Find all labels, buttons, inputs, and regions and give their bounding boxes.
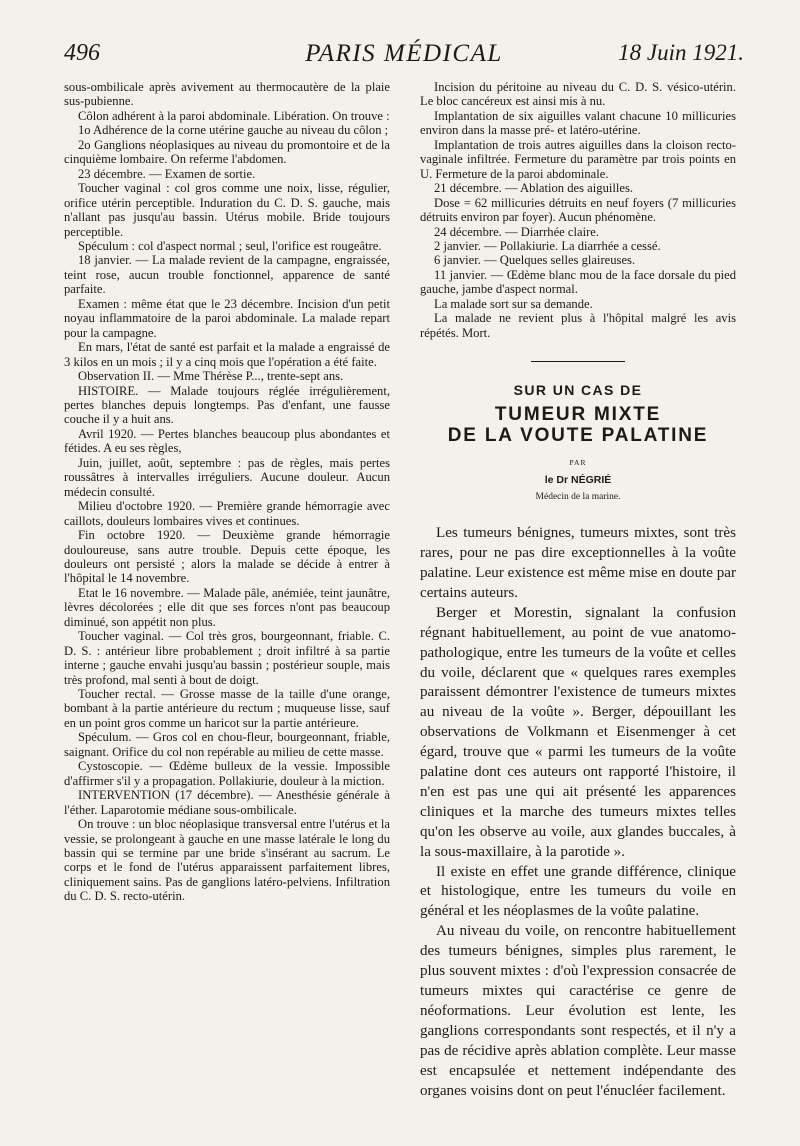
- right-column: [420, 80, 736, 1101]
- issue-date: 18 Juin 1921.: [618, 40, 744, 65]
- byline-par: PAR: [569, 458, 587, 468]
- case-paragraph: Examen : même état que le 23 décembre. Incision d'un petit noyau inflammatoire de la paroi abdominale. La malade repart pour la campagne.: [64, 296, 390, 340]
- article-paragraph: Les tumeurs bénignes, tumeurs mixtes, sont très rares, pour ne pas dire exceptionnelles à la voûte palatine. Leur existence est même mise en doute par certains auteurs.: [420, 525, 736, 601]
- article-paragraph: Il existe en effet une grande différence, clinique et histologique, entre les tumeurs du voile en général et les néoplasmes de la voûte palatine.: [420, 863, 736, 920]
- observation-heading: Observation II. — Mme Thérèse P..., trente-sept ans.: [78, 369, 344, 384]
- case-paragraph: Fin octobre 1920. — Deuxième grande hémorragie douloureuse, sans autre trouble. Depuis cette époque, les douleurs ont persisté ; alors la malade se décide à entrer à l'hôpital le 14 novembre.: [64, 528, 390, 586]
- case-paragraph: Cystoscopie. — Œdème bulleux de la vessie. Impossible d'affirmer s'il y a propagation. Pollakiurie, douleur à la miction.: [64, 759, 390, 788]
- section-divider: [531, 361, 625, 362]
- case-paragraph: 6 janvier. — Quelques selles glaireuses.: [434, 253, 636, 268]
- page-number: 496: [64, 40, 100, 66]
- case-paragraph: On trouve : un bloc néoplasique transversal entre l'utérus et la vessie, se prolongeant à gauche en une masse latérale le long du bassin qui se termine par une bride s'insérant au sacrum. Le corps et le fond de l'utérus apparaissent parfaitement libres, cliniquement sains. Pas de ganglions latéro-pelviens. Infiltration du C. D. S. recto-utérin.: [64, 817, 390, 904]
- case-paragraph: 18 janvier. — La malade revient de la campagne, engraissée, teint rose, aucun trouble fonctionnel, apparence de santé parfaite.: [64, 253, 390, 297]
- case-paragraph: 23 décembre. — Examen de sortie.: [78, 166, 256, 181]
- article-paragraph: Au niveau du voile, on rencontre habituellement des tumeurs bénignes, simples plus rarement, le plus souvent mixtes : d'où l'expression consacrée de tumeurs mixtes qui caractérise ce genre de néoformations. Leur évolution est lente, les ganglions correspondants sont respectés, et il n'y a pas de récidive après ablation complète. Leur masse est encapsulée et nettement indépendante des organes voisins dont on peut l'énucléer facilement.: [420, 923, 736, 1099]
- case-paragraph: Spéculum. — Gros col en chou-fleur, bourgeonnant, friable, saignant. Orifice du col non repérable au milieu de cette masse.: [64, 730, 390, 759]
- case-paragraph: Avril 1920. — Pertes blanches beaucoup plus abondantes et fétides. A eu ses règles,: [64, 426, 390, 456]
- case-paragraph: 2o Ganglions néoplasiques au niveau du promontoire et de la cinquième lombaire. On referme l'abdomen.: [64, 137, 390, 167]
- case-paragraph: En mars, l'état de santé est parfait et la malade a engraissé de 3 kilos en un mois ; il y a cinq mois que l'opération a été faite.: [64, 340, 390, 369]
- case-paragraph: INTERVENTION (17 décembre). — Anesthésie générale à l'éther. Laparotomie médiane sous-ombilicale.: [64, 788, 390, 817]
- case-paragraph: 21 décembre. — Ablation des aiguilles.: [434, 181, 634, 196]
- article-body: [420, 524, 736, 1101]
- case-paragraph: La malade ne revient plus à l'hôpital malgré les avis répétés. Mort.: [420, 311, 736, 340]
- case-paragraph: Incision du péritoine au niveau du C. D. S. vésico-utérin. Le bloc cancéreux est ainsi mis à nu.: [420, 80, 736, 109]
- case-paragraph: Côlon adhérent à la paroi abdominale. Libération. On trouve :: [78, 108, 390, 123]
- case-paragraph: 11 janvier. — Œdème blanc mou de la face dorsale du pied gauche, jambe d'aspect normal.: [420, 267, 736, 297]
- case-paragraph: sous-ombilicale après avivement au thermocautère de la plaie sus-pubienne.: [64, 80, 390, 109]
- case-paragraph: 24 décembre. — Diarrhée claire.: [434, 224, 600, 239]
- case-paragraph: 2 janvier. — Pollakiurie. La diarrhée a cessé.: [434, 238, 661, 253]
- case-paragraph: 1o Adhérence de la corne utérine gauche au niveau du côlon ;: [78, 123, 389, 138]
- case-paragraph: Implantation de trois autres aiguilles dans la cloison recto-vaginale infiltrée. Fermeture du paramètre par trois points en U. Fermeture de la paroi abdominale.: [420, 137, 736, 181]
- case-paragraph: Juin, juillet, août, septembre : pas de règles, mais pertes roussâtres à intervalles irréguliers. Aucune douleur. Aucun médecin consulté.: [64, 455, 390, 499]
- running-header: [64, 40, 744, 70]
- case-paragraph: La malade sort sur sa demande.: [434, 296, 593, 311]
- author-name: le Dr NÉGRIÉ: [544, 474, 612, 487]
- article-title-line-1: TUMEUR MIXTE: [494, 404, 662, 426]
- left-column: [64, 80, 390, 904]
- case-paragraph: Spéculum : col d'aspect normal ; seul, l'orifice est rougeâtre.: [78, 238, 382, 253]
- author-affiliation: Médecin de la marine.: [535, 492, 621, 503]
- article-pretitle: SUR UN CAS DE: [513, 382, 643, 399]
- article-title-line-2: DE LA VOUTE PALATINE: [447, 425, 709, 447]
- case-paragraph: Implantation de six aiguilles valant chacune 10 millicuries environ dans la masse pré- et latéro-utérine.: [420, 108, 736, 138]
- case-paragraph: Dose = 62 millicuries détruits en neuf foyers (7 millicuries détruits environ par foyer). Aucun phénomène.: [420, 195, 736, 225]
- case-paragraph: Milieu d'octobre 1920. — Première grande hémorragie avec caillots, douleurs lombaires vives et continues.: [64, 499, 390, 528]
- case-paragraph: Toucher vaginal. — Col très gros, bourgeonnant, friable. C. D. S. : antérieur libre probablement ; droit infiltré à sa partie interne ; gauche envahi jusqu'au bassin ; postérieur souple, mais très profond, mal senti à bout de doigt.: [64, 629, 390, 687]
- case-paragraph: Toucher vaginal : col gros comme une noix, lisse, régulier, orifice utérin perceptible. Induration du C. D. S. gauche, mais n'allant pas jusqu'au bassin. Utérus mobile. Bride toujours perceptible.: [64, 181, 390, 239]
- journal-title: PARIS MÉDICAL: [305, 40, 503, 67]
- case-paragraph: Etat le 16 novembre. — Malade pâle, anémiée, teint jaunâtre, lèvres décolorées ; elle dit que ses forces n'ont pas beaucoup diminué, son appétit non plus.: [64, 585, 390, 629]
- article-heading: [420, 382, 736, 502]
- case-paragraph: Toucher rectal. — Grosse masse de la taille d'une orange, bombant à la partie antérieure du rectum ; muqueuse lisse, sauf en un point gros comme un haricot sur la partie antérieure.: [64, 687, 390, 730]
- article-paragraph: Berger et Morestin, signalant la confusion régnant habituellement, au point de vue anatomo-pathologique, entre les tumeurs de la voûte et celles du voile, déclarent que « quelques rares exemples paraissent démontrer l'existence de tumeurs mixtes au niveau de la voûte ». Berger, dépouillant les observations de Volkmann et Eisenmenger à cet égard, trouve que « parmi les tumeurs de la voûte palatine dont ces auteurs ont rapporté l'histoire, il n'en est pas une qui ait présenté les apparences cliniques et la marche des tumeurs mixtes telles qu'on les observe au voile, aux glandes buccales, à la sous-maxillaire, à la parotide ».: [420, 604, 736, 860]
- case-paragraph: HISTOIRE. — Malade toujours réglée irrégulièrement, pertes blanches depuis longtemps. Pas d'enfant, une fausse couche il y a huit ans.: [64, 383, 390, 427]
